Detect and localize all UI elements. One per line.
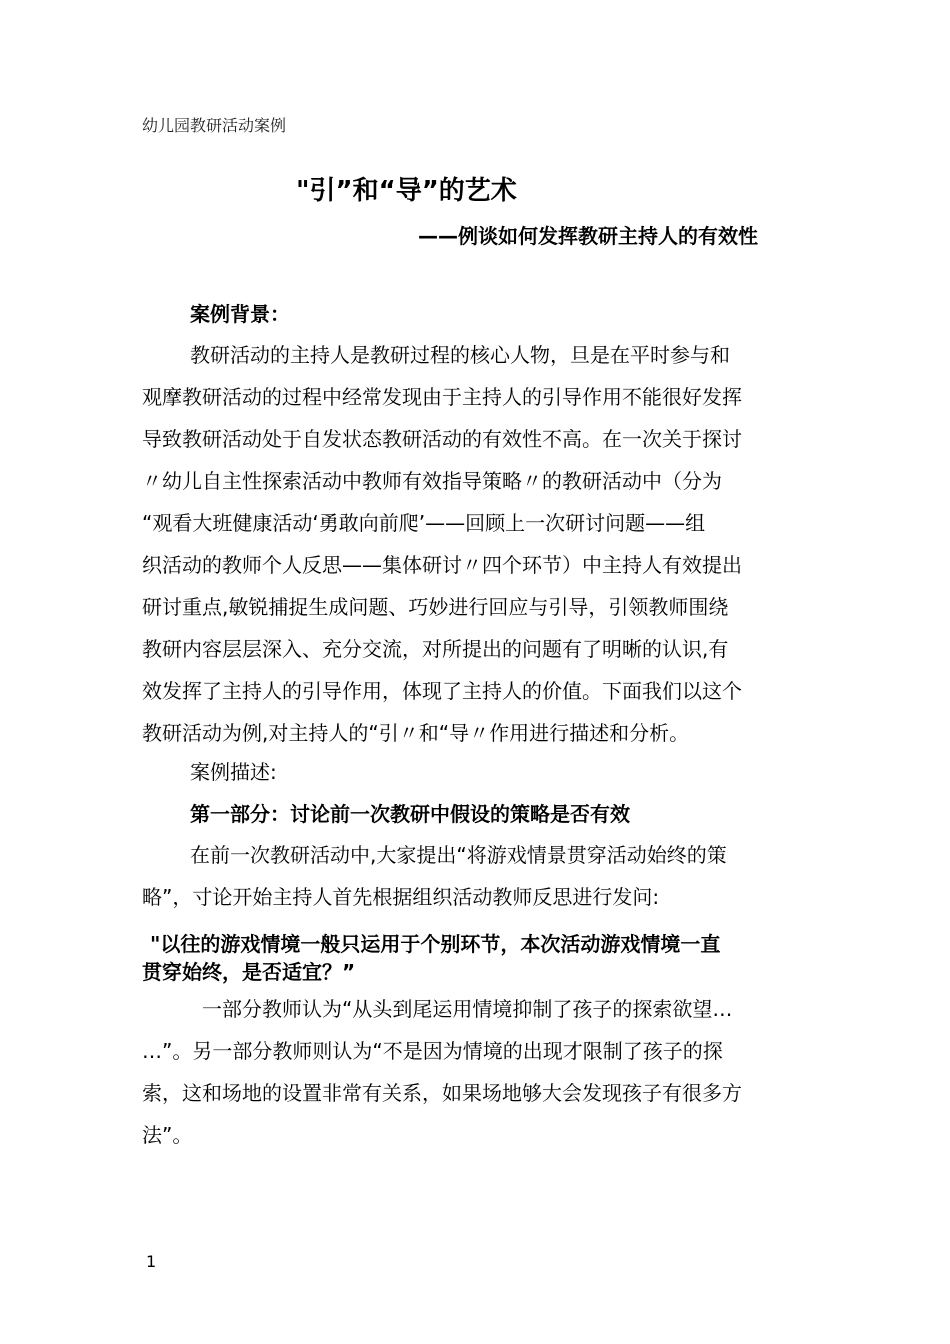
paragraph-line: 在前一次教研活动中,大家提出“将游戏情景贯穿活动始终的策 [190,843,727,867]
paragraph-line: 研讨重点,敏锐捕捉生成问题、巧妙进行回应与引导，引领教师围绕 [142,595,729,619]
paragraph-line: 法”。 [142,1123,193,1147]
host-question-quote [142,930,822,986]
paragraph-line: 织活动的教师个人反思——集体研讨〃四个环节）中主持人有效提出 [142,553,742,577]
page-number: 1 [146,1252,157,1271]
paragraph-line: …”。另一部分教师则认为“不是因为情境的出现才限制了孩子的探 [142,1039,723,1063]
part1-heading: 第一部分：讨论前一次教研中假设的策略是否有效 [190,802,630,826]
paragraph-line: 观摩教研活动的过程中经常发现由于主持人的引导作用不能很好发挥 [142,385,742,409]
header-note: 幼儿园教研活动案例 [142,116,287,135]
paragraph-line: 教研活动的主持人是教研过程的核心人物，旦是在平时参与和 [190,343,730,367]
background-heading: 案例背景： [190,302,290,326]
paragraph-line: 索，这和场地的设置非常有关系，如果场地够大会发现孩子有很多方 [142,1081,742,1105]
paragraph-line: 教研内容层层深入、充分交流，对所提出的问题有了明晰的认识,有 [142,637,729,661]
part1-paragraph [142,834,812,918]
quote-line: "以往的游戏情境一般只运用于个别环节，本次活动游戏情境一直 [150,932,721,956]
background-paragraph [142,334,812,754]
paragraph-line: 导致教研活动处于自发状态教研活动的有效性不高。在一次关于探讨 [142,427,742,451]
paragraph-line: 一部分教师认为“从头到尾运用情境抑制了孩子的探索欲望… [202,997,733,1021]
paragraph-line: 略”，寸论开始主持人首先根据组织活动教师反思进行发问: [142,885,660,909]
page-title: "引”和“导”的艺术 [296,176,517,206]
description-heading: 案例描述: [190,760,277,784]
paragraph-line: 效发挥了主持人的引导作用，体现了主持人的价值。下面我们以这个 [142,679,742,703]
paragraph-line: “观看大班健康活动‘勇敢向前爬’——回顾上一次研讨问题——组 [142,511,706,535]
paragraph-line: 〃幼儿自主性探索活动中教师有效指导策略〃的教研活动中（分为 [142,469,722,493]
page-subtitle: ——例谈如何发挥教研主持人的有效性 [418,224,758,248]
paragraph-line: 教研活动为例,对主持人的“引〃和“导〃作用进行描述和分析。 [142,721,690,745]
quote-line: 贯穿始终，是否适宜？” [142,960,356,984]
response-paragraph [142,988,812,1156]
